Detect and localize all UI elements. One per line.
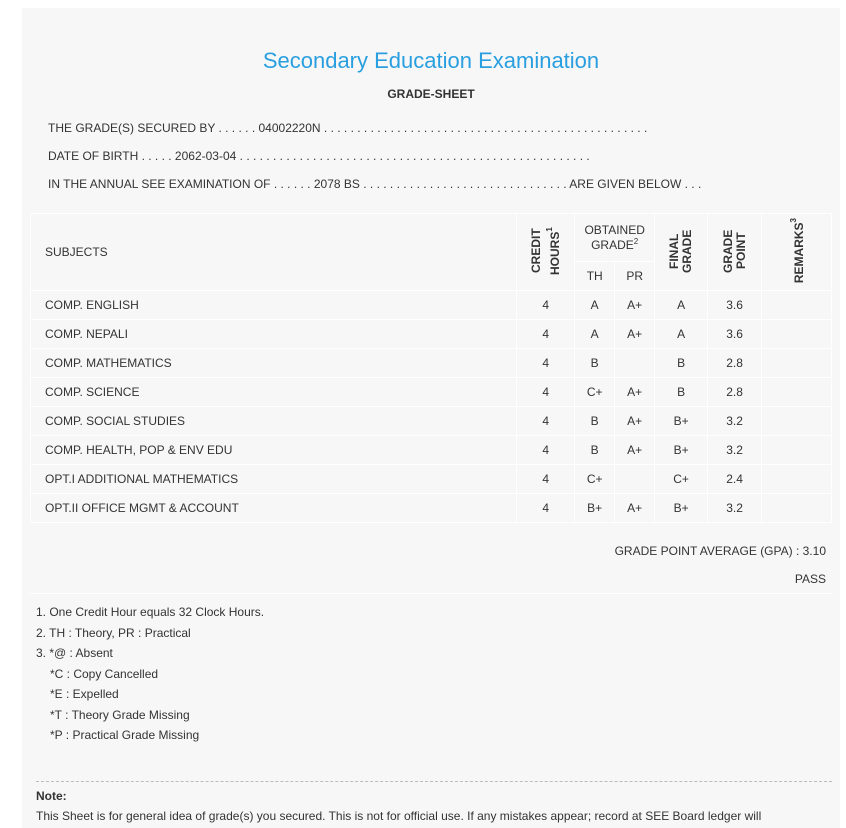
grades-table [30, 213, 832, 523]
note-section [36, 781, 832, 826]
cell-gp: 3.6 [708, 320, 762, 349]
header-th: TH [575, 262, 615, 291]
cell-remarks [762, 349, 832, 378]
cell-pr: A+ [615, 407, 655, 436]
cell-remarks [762, 407, 832, 436]
cell-final: B+ [655, 407, 708, 436]
cell-pr [615, 349, 655, 378]
cell-subject: COMP. HEALTH, POP & ENV EDU [31, 436, 517, 465]
cell-credit: 4 [517, 378, 575, 407]
cell-remarks [762, 291, 832, 320]
table-row [31, 378, 832, 407]
header-subjects: SUBJECTS [31, 214, 517, 291]
cell-th: B [575, 349, 615, 378]
legend-item: *P : Practical Grade Missing [50, 728, 200, 742]
table-row [31, 436, 832, 465]
cell-subject: COMP. MATHEMATICS [31, 349, 517, 378]
cell-subject: OPT.I ADDITIONAL MATHEMATICS [31, 465, 517, 494]
cell-credit: 4 [517, 349, 575, 378]
cell-th: B+ [575, 494, 615, 523]
cell-remarks [762, 378, 832, 407]
cell-credit: 4 [517, 291, 575, 320]
legend-item: 3. *@ : Absent [36, 646, 113, 660]
exam-title: Secondary Education Examination [262, 48, 600, 73]
exam-line: IN THE ANNUAL SEE EXAMINATION OF . . . . . . 2078 BS . . . . . . . . . . . . . . . . . . . . . . . . . . . . . . . ARE GIVEN BELOW . . . [48, 177, 702, 191]
cell-final: A [655, 291, 708, 320]
grade-sheet-heading: GRADE-SHEET [387, 87, 475, 101]
table-row [31, 291, 832, 320]
cell-gp: 2.8 [708, 349, 762, 378]
cell-remarks [762, 465, 832, 494]
gpa-summary: GRADE POINT AVERAGE (GPA) : 3.10 [614, 544, 826, 558]
cell-pr: A+ [615, 320, 655, 349]
cell-gp: 3.6 [708, 291, 762, 320]
cell-th: A [575, 320, 615, 349]
cell-final: B [655, 349, 708, 378]
cell-credit: 4 [517, 494, 575, 523]
cell-credit: 4 [517, 407, 575, 436]
cell-credit: 4 [517, 320, 575, 349]
cell-gp: 3.2 [708, 494, 762, 523]
legend-item: 2. TH : Theory, PR : Practical [36, 625, 191, 640]
symbol-number: 04002220N [258, 121, 321, 135]
cell-th: C+ [575, 378, 615, 407]
cell-credit: 4 [517, 465, 575, 494]
cell-final: B [655, 378, 708, 407]
table-row [31, 349, 832, 378]
result-status: PASS [794, 572, 826, 586]
legend [30, 593, 832, 754]
cell-pr: A+ [615, 436, 655, 465]
cell-th: B [575, 436, 615, 465]
header-grade-point: GRADE POINT [708, 214, 762, 291]
cell-gp: 3.2 [708, 436, 762, 465]
dob-line: DATE OF BIRTH . . . . . 2062-03-04 . . . . . . . . . . . . . . . . . . . . . . . . . . . . . . . . . . . . . . . . . . . . . . . . . . . . . [48, 149, 590, 163]
cell-credit: 4 [517, 436, 575, 465]
table-row [31, 407, 832, 436]
legend-item: *E : Expelled [50, 687, 119, 701]
grade-sheet-panel [22, 8, 840, 828]
cell-th: B [575, 407, 615, 436]
legend-item: *C : Copy Cancelled [50, 666, 159, 681]
cell-subject: COMP. ENGLISH [31, 291, 517, 320]
cell-th: A [575, 291, 615, 320]
cell-subject: COMP. SOCIAL STUDIES [31, 407, 517, 436]
cell-gp: 2.4 [708, 465, 762, 494]
legend-item: *T : Theory Grade Missing [50, 707, 190, 722]
cell-gp: 3.2 [708, 407, 762, 436]
cell-subject: COMP. SCIENCE [31, 378, 517, 407]
cell-pr: A+ [615, 494, 655, 523]
cell-final: A [655, 320, 708, 349]
cell-pr: A+ [615, 291, 655, 320]
date-of-birth: 2062-03-04 [174, 149, 237, 163]
cell-subject: OPT.II OFFICE MGMT & ACCOUNT [31, 494, 517, 523]
cell-remarks [762, 436, 832, 465]
header-remarks: REMARKS$^3$ [762, 214, 832, 291]
cell-th: C+ [575, 465, 615, 494]
legend-item: 1. One Credit Hour equals 32 Clock Hours. [36, 605, 265, 619]
note-text: This Sheet is for general idea of grade(s) you secured. This is not for official use. If any mistakes appear; record at SEE Board ledger will [36, 808, 762, 823]
cell-pr: A+ [615, 378, 655, 407]
header-final-grade: FINAL GRADE [655, 214, 708, 291]
header-obtained-grade: OBTAINED GRADE$^2$ [575, 214, 655, 262]
secured-by-line: THE GRADE(S) SECURED BY . . . . . . 04002220N . . . . . . . . . . . . . . . . . . . . . . . . . . . . . . . . . . . . . . . . . . . . . . . . . [48, 121, 648, 135]
table-row [31, 494, 832, 523]
cell-gp: 2.8 [708, 378, 762, 407]
cell-subject: COMP. NEPALI [31, 320, 517, 349]
cell-final: B+ [655, 494, 708, 523]
header-credit-hours: CREDIT HOURS$^1$ [517, 214, 575, 291]
table-row [31, 465, 832, 494]
cell-final: B+ [655, 436, 708, 465]
note-label: Note: [36, 788, 67, 803]
cell-pr [615, 465, 655, 494]
table-row [31, 320, 832, 349]
cell-remarks [762, 320, 832, 349]
header-pr: PR [615, 262, 655, 291]
exam-year: 2078 BS [313, 177, 360, 191]
cell-final: C+ [655, 465, 708, 494]
cell-remarks [762, 494, 832, 523]
